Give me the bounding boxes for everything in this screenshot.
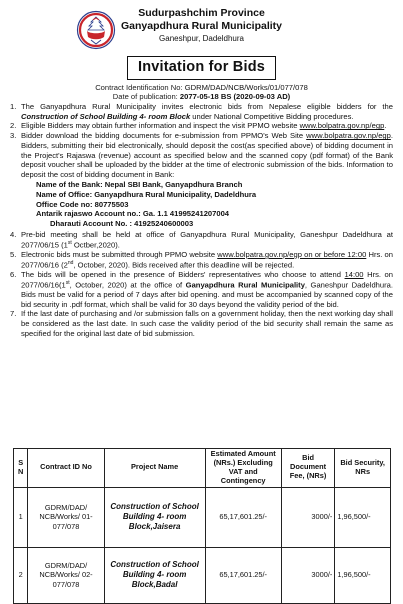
notice-items-continued [10,230,393,339]
item-number: 4. [10,230,17,240]
item-6-text-a: The bids will be opened in the presence of Bidders' representatives who choose to attend [21,270,345,280]
antarik-account: Antarik rajaswo Account no.: Ga. 1.1 41995241207004 [36,209,230,219]
office-code: Office Code no: 80775503 [36,199,129,209]
table-row [14,487,391,547]
item-number: 2. [10,121,17,131]
publication-date-label: Date of publication: [112,91,178,101]
cell-amount: 65,17,601.25/- [205,487,281,547]
province-name: Sudurpashchim Province [138,7,265,19]
table-header-row [14,449,391,488]
page-title: Invitation for Bids [127,56,276,80]
ppmo-link[interactable]: www.bolpatra.gov.np/egp [299,121,385,131]
publication-date-value: 2077-05-18 BS (2020-09-03 AD) [179,91,291,101]
bank-office: Name of Office: Ganyapdhura Rural Municipality, Dadeldhura [36,189,257,199]
item-6-text-d: , Ganeshpur Dadeldhura. Bids must be valid for a period of 7 days after bid opening. and must be accompanied by scanned copy of the bid security in .pdf format, which shall be valid for 30 days beyond the validity period of the bid. [21,280,393,309]
col-header-project: Project Name [104,449,205,488]
item-5-text-a: Electronic bids must be submitted through PPMO website [21,250,218,260]
item-4-sup: st [67,239,72,246]
contract-id-value: GDRM/DAD/NCB/Works/01/077/078 [184,82,308,92]
item-1-project: Construction of School Building 4- room Block [21,111,191,121]
contract-id-label: Contract Identification No: [95,82,183,92]
cell-fee: 3000/- [281,547,335,603]
item-1-text-c: under National Competitive Bidding procedures. [190,111,354,121]
cell-security: 1,96,500/- [335,487,391,547]
cell-contract: GDRM/DAD/ NCB/Works/ 01-077/078 [28,487,104,547]
cell-contract: GDRM/DAD/ NCB/Works/ 02-077/078 [28,547,104,603]
contract-identification [10,83,393,102]
item-5-text-b: Hrs. on 2077/06/16 (2 [21,250,393,270]
item-3-text-a: Bidder download the bidding documents for e-submission from PPMO's Web Site [21,131,307,141]
item-6-office: Ganyapdhura Rural Municipality [185,280,305,290]
item-number: 6. [10,270,17,280]
item-4-text-b: Octber,2020). [71,240,120,250]
item-6-sup: st [65,279,70,286]
cell-project: Construction of School Building 4- room Block,Jaisera [104,487,205,547]
cell-sn: 1 [14,487,28,547]
municipality-address: Ganeshpur, Dadeldhura [159,33,244,43]
item-number: 5. [10,250,17,260]
col-header-fee: Bid Document Fee, (NRs) [281,449,335,488]
col-header-sn: S N [14,449,28,488]
cell-fee: 3000/- [281,487,335,547]
bids-table [13,448,391,604]
item-number: 3. [10,131,17,141]
notice-item-4 [10,230,393,250]
cell-security: 1,96,500/- [335,547,391,603]
nepal-emblem-icon [76,10,116,50]
table-row [14,547,391,603]
item-2-text-a: Eligible Bidders may obtain further information and inspect the visit PPMO website [21,121,300,131]
col-header-contract: Contract ID No [28,449,104,488]
cell-sn: 2 [14,547,28,603]
col-header-amount: Estimated Amount (NRs.) Excluding VAT and Contingency [205,449,281,488]
item-7-text: If the last date of purchasing and /or submission falls on a government holiday, then the next working day shall be considered as the last date. In such case the validity period of the bid security shall remain the same as specified for the original last date of bid submission. [21,309,393,338]
notice-item-3 [10,131,393,180]
cell-project: Construction of School Building 4- room Block,Badal [104,547,205,603]
notice-item-7 [10,309,393,338]
item-2-text-b: . [384,121,387,131]
dharauti-account: Dharauti Account No. : 41925240600003 [50,219,194,229]
bank-details [10,180,393,229]
item-3-text-b: . Bidders, submitting their bid electronically, should deposit the cost(as specified above) of bidding document in the Project's Rajaswa (revenue) account as specified below and the scanned copy (pdf format) of the Bank deposit voucher shall be uploaded by the bidder at the time of electronic submission of the bids. Information to deposit the cost of bidding document in Bank: [21,131,393,180]
notice-item-1 [10,102,393,121]
item-number: 7. [10,309,17,319]
notice-item-6 [10,270,393,309]
notice-items [10,102,393,180]
item-6-text-c: , October, 2020) at the office of [69,280,186,290]
municipality-name: Ganyapdhura Rural Municipality [120,20,283,33]
item-1-text-a: The Ganyapdhura Rural Municipality invites electronic bids from Nepalese eligible bidders for the [21,102,393,112]
cell-amount: 65,17,601.25/- [205,547,281,603]
item-5-sup: nd [67,259,74,266]
ppmo-link[interactable]: www.bolpatra.gov.np/egp [306,131,391,141]
header [10,6,393,54]
notice-item-2 [10,121,393,131]
col-header-security: Bid Security, NRs [335,449,391,488]
bank-name: Name of the Bank: Nepal SBI Bank, Ganyapdhura Branch [36,179,243,189]
ppmo-submission-link[interactable]: www.bolpatra.gov.np/egp on or before 12:00 [217,250,367,260]
item-number: 1. [10,102,17,112]
notice-item-5 [10,250,393,270]
item-6-text-b: Hrs. on 2077/06/16(1 [21,270,394,290]
item-5-text-c: , October, 2020). Bids received after this deadline will be rejected. [73,260,295,270]
item-4-text-a: Pre-bid meeting shall be held at office of Ganyapdhura Rural Municipality, Ganeshpur Dadeldhura at 2077/06/15 (1 [21,230,393,250]
item-6-time: 14:00 [344,270,364,280]
